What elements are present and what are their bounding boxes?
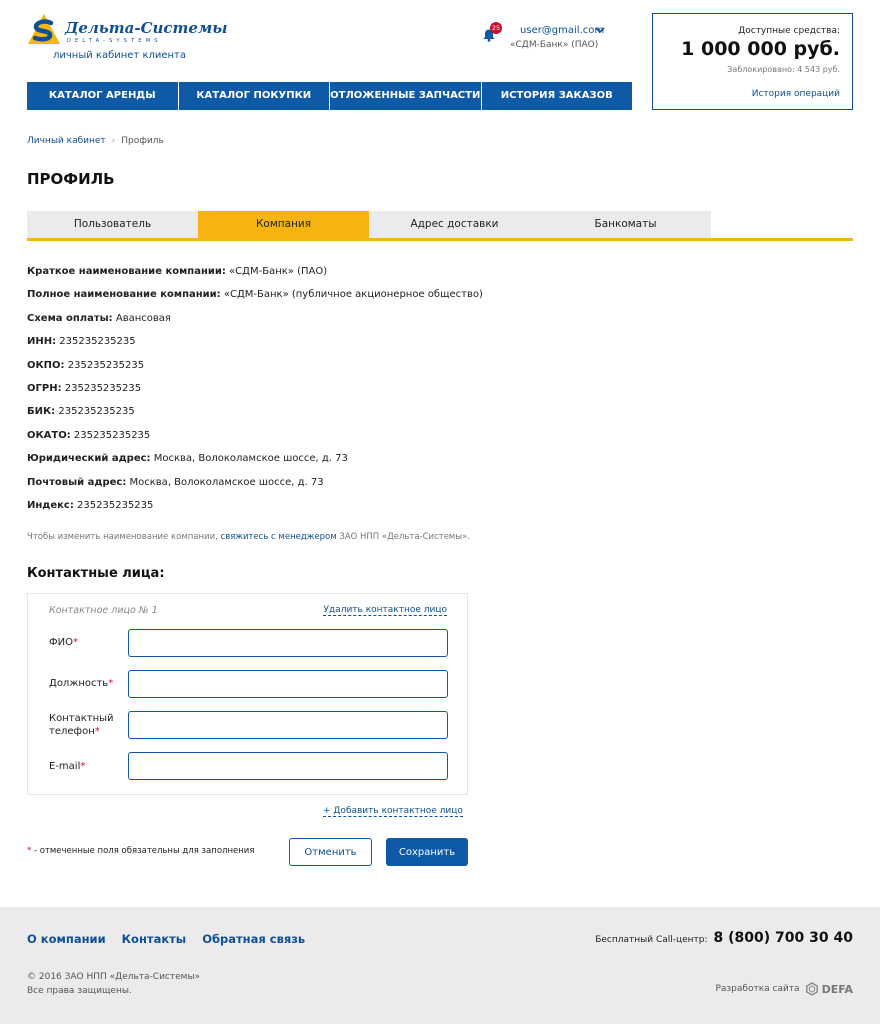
info-label: ОГРН: [27, 382, 62, 394]
required-mark: * [80, 761, 86, 772]
tab-user[interactable]: Пользователь [27, 211, 198, 238]
info-row [27, 406, 853, 429]
info-row [27, 500, 853, 523]
funds-panel [652, 13, 853, 110]
tab-atms[interactable]: Банкоматы [540, 211, 711, 238]
contact-manager-link[interactable]: свяжитесь с менеджером [220, 532, 337, 542]
save-button[interactable]: Сохранить [386, 838, 468, 866]
required-mark: * [72, 637, 78, 648]
note-text-after: ЗАО НПП «Дельта-Системы». [336, 532, 470, 542]
delete-contact-link[interactable]: Удалить контактное лицо [323, 605, 447, 615]
funds-blocked: Заблокировано: 4 543 руб. [727, 65, 840, 74]
copyright [27, 970, 200, 998]
info-row [27, 430, 853, 453]
change-name-note [27, 532, 470, 542]
note-text-before: Чтобы изменить наименование компании, [27, 532, 221, 542]
info-label: Почтовый адрес: [27, 476, 127, 488]
user-email[interactable]: user@gmail.com [520, 25, 605, 36]
cancel-button[interactable]: Отменить [289, 838, 372, 866]
info-value: «СДМ-Банк» (ПАО) [225, 266, 328, 277]
email-label-text: E-mail [49, 761, 81, 772]
contact-card-title: Контактное лицо № 1 [49, 605, 158, 616]
info-value: Авансовая [112, 312, 171, 324]
page-title: ПРОФИЛЬ [27, 170, 115, 188]
info-label: ОКПО: [27, 359, 65, 371]
info-label: Краткое наименование компании: [27, 266, 226, 277]
breadcrumb [27, 136, 164, 146]
copyright-line2: Все права защищены. [27, 986, 132, 996]
defa-logo-icon [805, 982, 819, 996]
footer-link-about[interactable]: О компании [27, 932, 106, 946]
footer [0, 907, 880, 1024]
info-label: Полное наименование компании: [27, 289, 221, 301]
phone-label [49, 712, 114, 738]
info-value: 235235235235 [64, 359, 145, 371]
info-label: БИК: [27, 406, 56, 418]
contacts-title: Контактные лица: [27, 566, 165, 581]
footer-links [27, 932, 305, 946]
position-input[interactable] [128, 670, 448, 698]
info-row [27, 383, 853, 406]
info-label: ОКАТО: [27, 429, 71, 441]
info-value: Москва, Волоколамское шоссе, д. 73 [126, 476, 324, 488]
breadcrumb-home[interactable]: Личный кабинет [27, 136, 106, 146]
info-value: 235235235235 [70, 429, 151, 441]
footer-link-feedback[interactable]: Обратная связь [202, 932, 306, 946]
info-value: Москва, Волоколамское шоссе, д. 73 [150, 453, 348, 465]
info-value: 235235235235 [56, 336, 136, 348]
callcenter-label: Бесплатный Call-центр: [595, 935, 708, 945]
copyright-line1: © 2016 ЗАО НПП «Дельта-Системы» [27, 972, 201, 982]
fio-input[interactable] [128, 629, 448, 657]
email-label [49, 760, 85, 773]
info-label: Индекс: [27, 499, 74, 511]
info-row [27, 477, 853, 500]
info-value: 235235235235 [55, 406, 135, 418]
callcenter [595, 930, 853, 946]
info-label: Юридический адрес: [27, 453, 151, 465]
developer-label: Разработка сайта [715, 984, 800, 994]
operations-history-link[interactable]: История операций [751, 89, 840, 99]
main-nav [27, 82, 632, 110]
logo-icon [27, 13, 61, 45]
add-contact-link[interactable]: + Добавить контактное лицо [323, 806, 463, 816]
phone-input[interactable] [128, 711, 448, 739]
funds-amount: 1 000 000 руб. [681, 38, 840, 60]
notification-badge: 25 [491, 24, 501, 32]
info-row [27, 266, 853, 289]
info-value: 235235235235 [73, 499, 154, 511]
logo-caption: личный кабинет клиента [53, 50, 187, 61]
logo-name: Дельта-Системы [65, 19, 228, 37]
tab-company[interactable]: Компания [198, 211, 369, 238]
required-mark: * [27, 846, 32, 856]
user-company: «СДМ-Банк» (ПАО) [510, 40, 599, 50]
developer-name: DEFA [821, 982, 853, 996]
required-mark: * [94, 726, 100, 737]
logo-subtitle: DELTA-SYSTEMS [67, 38, 162, 44]
info-label: ИНН: [27, 336, 57, 348]
callcenter-phone[interactable]: 8 (800) 700 30 40 [713, 930, 853, 946]
breadcrumb-separator: › [111, 136, 116, 146]
position-label [49, 677, 113, 690]
fio-label [49, 636, 78, 649]
user-menu[interactable] [482, 22, 642, 58]
profile-tabs [27, 211, 853, 241]
nav-item-order-history[interactable]: ИСТОРИЯ ЗАКАЗОВ [500, 90, 613, 101]
required-mark: * [108, 678, 114, 689]
contact-card [27, 593, 468, 795]
funds-label: Доступные средства: [738, 26, 840, 36]
chevron-down-icon[interactable] [595, 26, 605, 34]
info-row [27, 336, 853, 359]
info-value: 235235235235 [61, 382, 142, 394]
company-info [27, 266, 853, 523]
nav-item-purchase-catalog[interactable]: КАТАЛОГ ПОКУПКИ [179, 82, 331, 110]
info-label: Схема оплаты: [27, 312, 113, 324]
nav-item-rent-catalog[interactable]: КАТАЛОГ АРЕНДЫ [27, 82, 179, 110]
phone-label-line2: телефон [49, 726, 95, 737]
info-value: «СДМ-Банк» (публичное акционерное общество) [220, 289, 483, 301]
info-row [27, 313, 853, 336]
required-fields-note [27, 846, 254, 856]
phone-label-line1: Контактный [49, 713, 114, 724]
info-row [27, 289, 853, 312]
breadcrumb-current: Профиль [121, 136, 164, 146]
info-row [27, 453, 853, 476]
position-label-text: Должность [49, 678, 109, 689]
developer-credit[interactable] [715, 982, 853, 996]
info-row [27, 360, 853, 383]
footer-link-contacts[interactable]: Контакты [121, 932, 187, 946]
fio-label-text: ФИО [49, 637, 73, 648]
tab-delivery-address[interactable]: Адрес доставки [369, 211, 540, 238]
email-input[interactable] [128, 752, 448, 780]
required-note-text: - отмеченные поля обязательны для заполнения [31, 846, 255, 856]
nav-item-deferred-parts[interactable]: ОТЛОЖЕННЫЕ ЗАПЧАСТИ [330, 82, 482, 110]
